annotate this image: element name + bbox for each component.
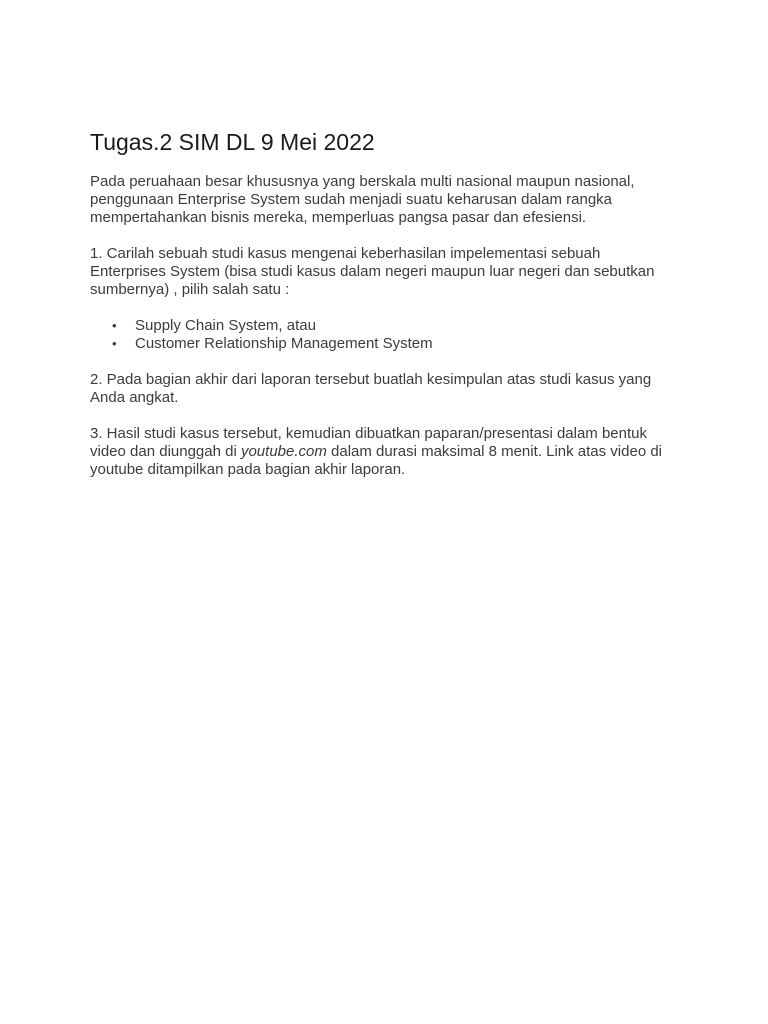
bullet-icon: • [112, 336, 117, 351]
document-page [90, 126, 680, 479]
document-title: Tugas.2 SIM DL 9 Mei 2022 [90, 129, 375, 155]
step-1-paragraph: 1. Carilah sebuah studi kasus mengenai keberhasilan impelementasi sebuah Enterprises System (bisa studi kasus dalam negeri maupun luar negeri dan sebutkan sumbernya) , pilih salah satu : [90, 245, 655, 298]
youtube-reference: youtube.com [240, 443, 327, 460]
intro-paragraph: Pada peruahaan besar khususnya yang berskala multi nasional maupun nasional, penggunaan Enterprise System sudah menjadi suatu keharusan dalam rangka mempertahankan bisnis mereka, memperluas pangsa pasar dan efesiensi. [90, 173, 635, 226]
bullet-icon: • [112, 318, 117, 333]
options-list [90, 317, 680, 353]
step-3-paragraph [90, 425, 680, 479]
step-3-text-after: dalam durasi maksimal 8 menit. Link atas video di youtube ditampilkan pada bagian akhir laporan. [90, 443, 663, 478]
option-label: Customer Relationship Management System [135, 335, 433, 352]
step-3-text-before: 3. Hasil studi kasus tersebut, kemudian dibuatkan paparan/presentasi dalam bentuk video dan diunggah di [90, 425, 647, 460]
list-item [90, 335, 680, 353]
option-label: Supply Chain System, atau [135, 317, 316, 334]
list-item [90, 317, 680, 335]
step-2-paragraph: 2. Pada bagian akhir dari laporan tersebut buatlah kesimpulan atas studi kasus yang Anda angkat. [90, 371, 652, 406]
